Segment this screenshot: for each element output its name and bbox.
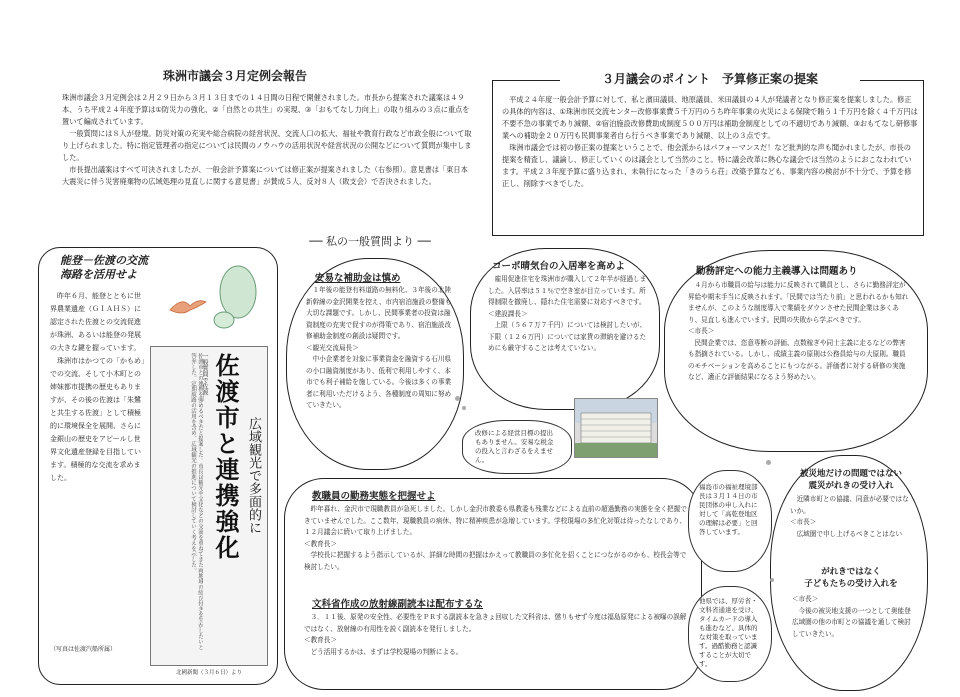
section-title: ── 私の一般質問より ──	[309, 235, 431, 248]
report-body: 珠洲市議会３月定例会は２月２９日から３月１３日までの１４日間の日程で開催されました。市長から提案された議案は４９本、うち平成２４年度予算は①防災力の強化、②「自然との共生」の実現、③「おもてなし力向上」の取り組みの３点に重点を置いて編成されています。 一般質問には８人が登壇。防災対策の充実や総合病院の経営状況、交流人口の拡大、福祉や教育行政など市政全般について取り上げられました。特に指定管理者の指定については民間のノウハウの活用状況や経営状況の公開などについて質問が集中しました。 市長提出議案はすべて可決されましたが、一般会計予算案については修正案が提案されました（右参照）。意見書は「東日本大震災に伴う災害廃棄物の広域処理の見直しに関する意見書」が賛成５人、反対８人（敗支会）で否決されました。	[62, 93, 472, 186]
points-body: 平成２４年度一般会計予算に対して、私と濱田議員、地原議員、米田議員の４人が発議者となり修正案を提案しました。修正の具体的内容は、①珠洲市民交流センター改修事業費５千万円のうち昨年事業の火災による保険で賄う１千万円を除く４千万円は不要不急の事業であり減額、②宿泊施設改修費助成制度５００万円は補助金制度としての不適切であり減額、③おもてなし研修事業への補助金２０万円も民間事業者自ら行うべき事業であり減額、以上の３点です。 珠洲市議会では初の修正案の提案ということで、他会派からはパフォーマンスだ！など批判的な声も聞かれましたが、市長の提案を精査し、議論し、修正していくのは議会として当然のこと。特に議会改革に熱心な議会では当然のようにおこなわれています。平成２３年度予算に盛り込まれ、未執行になった「きのうら荘」改築予算なども、事業内容の検討が不十分で、予算を修正し、削除すべきでした。	[502, 95, 918, 188]
hisaichi-body2: ＜市長＞ 今後の被災地支援の一つとして奥能登広域圏の他の市町との協議を通して検討していきたい。	[792, 595, 911, 638]
noto-body: 昨年６月、能登とともに世界農業遺産（ＧＩＡＨＳ）に認定された佐渡との交流促進が珠洲、あるいは能登の発展の大きな鍵を握っています。 珠洲市はかつての「かもめ」での交流、そして小木町との姉妹都市提携の歴史もありますが、その後の佐渡は「朱鷺と共生する佐渡」として積極的に環境保全を展開、さらに金銀山の歴史をアピールし世界文化遺産登録を目指しています。積極的な交流を求めました。	[50, 292, 145, 482]
hojo-body: １年後の能登有料道路の無料化、３年後の北陸新幹線の金沢開業を控え、市内宿泊施設の整備も大切な課題です。しかし、民間事業者の投資は融資制度の充実で促すのが得策であり、宿泊施設改修補助金制度の創設は疑問です。 ＜観光交流局長＞ 中小企業者を対象に事業資金を融資する石川県の小口融資制度があり、低利で利用しやすく、本市でも利子補給を施している。今後は多くの事業者に利用いただけるよう、各種制度の周知に努めていきたい。	[306, 286, 452, 409]
points-title: ３月議会のポイント 予算修正案の提案	[560, 70, 860, 87]
kobo-title: コーポ晴気台の入居率を高めよ	[492, 261, 626, 272]
clipping-text: 佐渡市との連携を強めるべきだと提案した。市長は観光や文化などの交流を重ねてきた両地域の結び付きを生かしたいと答弁した。定期航路の活用を含め、広域観光の推進について検討していく考えを示した。	[190, 353, 203, 650]
clipping-headline: 佐渡市と連携強化	[211, 353, 239, 561]
map-illustration	[210, 262, 262, 334]
kinmu-title: 勤務評定への能力主義導入は問題あり	[696, 266, 858, 277]
hisaichi-body: 近隣市町との協議、同意が必要ではないか。 ＜市長＞ 広域圏で申し上げるべきことはない	[790, 495, 909, 538]
connector-dot	[770, 578, 774, 582]
bird-illustration	[168, 292, 208, 322]
shiteki-callout: 他県では、厚労省・文科省通達を受け、タイムカードの導入も進むなど、具体的な対策を取っています。過酷勤務と認識することが大切です。	[688, 586, 772, 682]
hisaichi-title: 被災地だけの問題ではない 震災がれきの受け入れ	[799, 469, 902, 491]
fukushima-callout: 福島市の福祉理境部長は３月１４日の市民団体の申し入れに対して「高乾登地区の理解は必要」と回答しています。	[688, 470, 772, 572]
kobo-callout: 改修による経営目標の提出もありません。安易な税金の投入と言わざるをえません。	[462, 420, 572, 474]
connector-dot	[462, 406, 466, 410]
clipping-subheadline: 広域観光で多面的に	[246, 417, 261, 534]
kinmu-body: ４月から市職員の給与は能力に反映されて職員とし、さらに勤務評定が昇給や期末手当に反映されます。「民間では当たり前」と思われるかも知れませんが、このような制度導入で業績をダウンさせた民間企業は多くあり、見直しも進んでいます。民間の失敗から学ぶべきです。 ＜市長＞ 民間企業では、恣意専断の評価、点数稼ぎや同士主義に走るなどの弊害も指摘されている。しかし、成績主義の原則は公務員給与の大原則。職員のモチベーションを高めることにもつながる。評価者に対する研修の実施など、適正な評価結果になるよう努めたい。	[688, 281, 909, 381]
hojo-title: 安易な補助金は慎め	[315, 273, 401, 284]
hisaichi-title2: がれきではなく 子どもたちの受け入れを	[804, 567, 898, 589]
kyoshoku-title: 教職員の勤務実態を把握せよ	[312, 491, 436, 502]
connector-dot	[766, 460, 771, 465]
noto-title-text: 能登－佐渡の交流 海路を活用せよ	[60, 254, 148, 281]
monka-body: ３．１１後、原発の安全性、必要性をＰＲする副読本を急きょ回収した文科省は、懲りもせず今度は福島原発による被曝の誤解ではなく、放射線の有用性を説く副読本を発行しました。 ＜教育長＞ どう活用するかは、まずは学校現場の判断による。	[304, 613, 687, 656]
report-title: 珠洲市議会３月定例会報告	[162, 69, 307, 83]
clipping-caption: 北國新聞（３月６日）より	[176, 670, 243, 676]
building-photo	[574, 398, 658, 458]
monka-title: 文科省作成の放射線副読本は配布するな	[312, 599, 484, 610]
kobo-body: 雇用促進住宅を珠洲市が購入して２年半が経過しました。入居率は５１％で空き室が目立っています。所得制限を撤廃し、隠れた住宅需要に対応すべきです。 ＜建設課長＞ 上限（５６７万７千円）については検討したいが、下限（１２６万円）については家賃の滞納を避けるためにも厳守することは考えていない。	[488, 275, 647, 352]
newspaper-clipping	[150, 346, 268, 666]
clipping-small: 一般質問で佐渡…	[201, 353, 208, 401]
kyoshoku-body: 昨年暮れ、金沢市で現職教員が急死しました。しかし金沢市教委も県教委も残業などによる直前の超過勤務の実態を全く把握できていませんでした。ここ数年、現職教員の病休、特に精神疾患が急増しています。学校現場の多忙化対策は待ったなしであり、１２月議会に続いて取り上げました。 ＜教育長＞ 学校長に把握するよう指示しているが、詳細な時間の把握はかえって教職員の多忙化を招くことにつながるのかも、校長会等で検討したい。	[304, 505, 687, 571]
noto-note: （写真は佐渡汽船所属）	[50, 646, 117, 653]
connector-dot	[455, 396, 460, 401]
